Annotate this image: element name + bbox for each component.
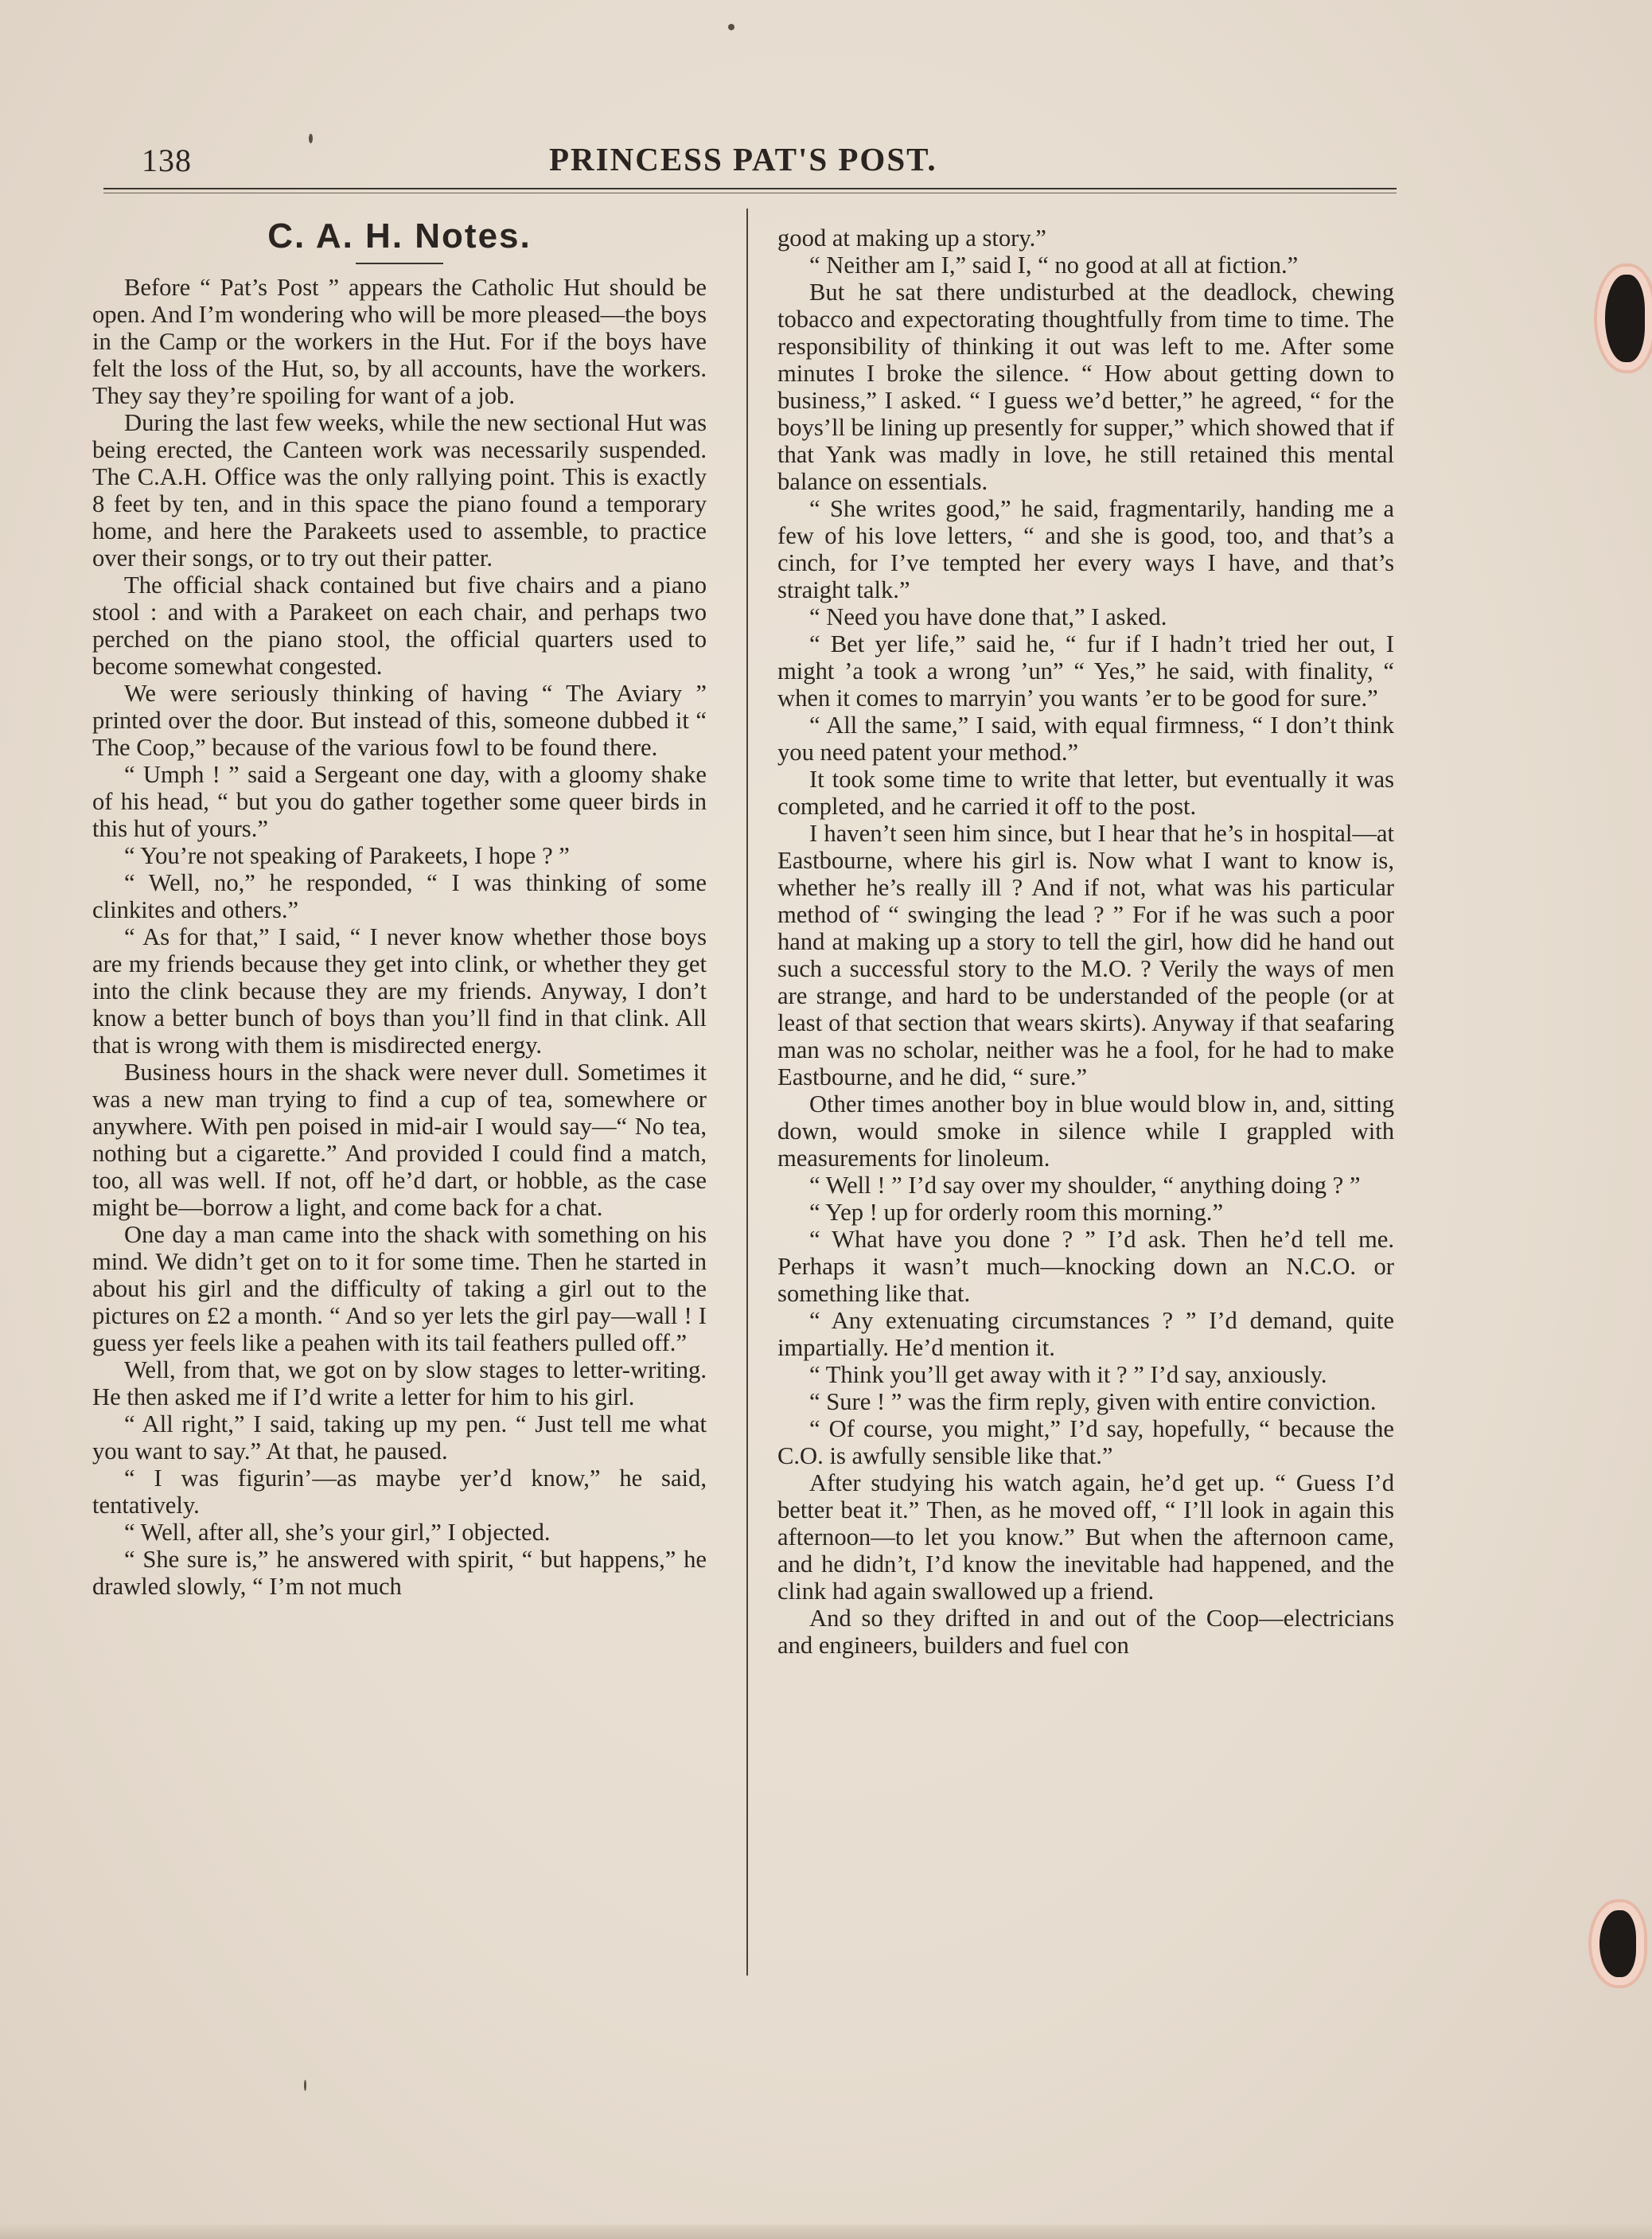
paragraph: “ All the same,” I said, with equal firmness, “ I don’t think you need patent your method.” — [777, 712, 1394, 766]
paragraph: After studying his watch again, he’d get up. “ Guess I’d better beat it.” Then, as he moved off, “ I’ll look in again this afternoon—to let you know.” But when the afternoon came, and he didn’t, I’d know the inevitable had happened, and the clink had again swallowed up a friend. — [777, 1469, 1394, 1605]
right-column — [777, 224, 1394, 1659]
paragraph: “ Bet yer life,” said he, “ fur if I hadn’t tried her out, I might ’a took a wrong ’un” “ Yes,” he said, with finality, “ when it comes to marryin’ you wants ’er to be good for sure.” — [777, 630, 1394, 712]
column-divider — [746, 209, 748, 1976]
paragraph: “ What have you done ? ” I’d ask. Then he’d tell me. Perhaps it wasn’t much—knocking down an N.C.O. or something like that. — [777, 1226, 1394, 1307]
running-title: PRINCESS PAT'S POST. — [549, 141, 937, 177]
paragraph: “ Well, no,” he responded, “ I was thinking of some clinkites and others.” — [92, 869, 707, 923]
page-number: 138 — [142, 142, 192, 178]
paragraph: “ Sure ! ” was the firm reply, given with entire conviction. — [809, 1388, 1377, 1415]
binding-hole-bottom — [1599, 1910, 1636, 1977]
paragraph: “ As for that,” I said, “ I never know whether those boys are my friends because they get into clink, or whether they get into the clink because they are my friends. Anyway, I don’t know a better bunch of boys than you’ll find in that clink. All that is wrong with them is misdirected energy. — [92, 923, 707, 1059]
paragraph: “ Any extenuating circumstances ? ” I’d demand, quite impartially. He’d mention it. — [777, 1307, 1394, 1361]
paragraph: It took some time to write that letter, but eventually it was completed, and he carried it off to the post. — [777, 766, 1394, 820]
paragraph: Before “ Pat’s Post ” appears the Catholic Hut should be open. And I’m wondering who will be more pleased—the boys in the Camp or the workers in the Hut. For if the boys have felt the loss of the Hut, so, by all accounts, have the workers. They say they’re spoiling for want of a job. — [92, 274, 707, 409]
paragraph: Business hours in the shack were never dull. Sometimes it was a new man trying to find a cup of tea, somewhere or anywhere. With pen poised in mid-air I would say—“ No tea, nothing but a cigarette.” And provided I could find a match, too, all was well. If not, off he’d dart, or hobble, as the case might be—borrow a light, and come back for a chat. — [92, 1059, 707, 1221]
paragraph: “ Neither am I,” said I, “ no good at all at fiction.” — [809, 252, 1299, 279]
paragraph: “ Think you’ll get away with it ? ” I’d say, anxiously. — [809, 1361, 1327, 1388]
binding-hole-top — [1605, 275, 1645, 362]
title-rule — [356, 263, 443, 264]
paragraph: “ Umph ! ” said a Sergeant one day, with a gloomy shake of his head, “ but you do gather together some queer birds in this hut of yours.” — [92, 761, 707, 842]
paragraph: And so they drifted in and out of the Coop—electricians and engineers, builders and fuel con — [777, 1605, 1394, 1659]
page-header — [103, 135, 1393, 191]
paragraph: “ You’re not speaking of Parakeets, I hope ? ” — [124, 842, 570, 869]
paper-speck — [309, 134, 313, 143]
paragraph: During the last few weeks, while the new sectional Hut was being erected, the Canteen work was necessarily suspended. The C.A.H. Office was the only rallying point. This is exactly 8 feet by ten, and in this space the piano found a temporary home, and here the Parakeets used to assemble, to practice over their songs, or to try out their patter. — [92, 409, 707, 571]
paragraph: “ Of course, you might,” I’d say, hopefully, “ because the C.O. is awfully sensible like that.” — [777, 1415, 1394, 1469]
paragraph: One day a man came into the shack with something on his mind. We didn’t get on to it for some time. Then he started in about his girl and the difficulty of taking a girl out to the pictures on £2 a month. “ And so yer lets the girl pay—wall ! I guess yer feels like a peahen with its tail feathers pulled off.” — [92, 1221, 707, 1356]
page-bottom-edge — [0, 2225, 1652, 2239]
paragraph: good at making up a story.” — [777, 224, 1046, 252]
paragraph: “ I was figurin’—as maybe yer’d know,” he said, tentatively. — [92, 1465, 707, 1519]
paragraph: We were seriously thinking of having “ The Aviary ” printed over the door. But instead of this, someone dubbed it “ The Coop,” because of the various fowl to be found there. — [92, 680, 707, 761]
paragraph: “ All right,” I said, taking up my pen. “ Just tell me what you want to say.” At that, he paused. — [92, 1410, 707, 1465]
paragraph: “ Well, after all, she’s your girl,” I objected. — [124, 1519, 551, 1546]
article-title: C. A. H. Notes. — [267, 216, 532, 255]
paragraph: “ Yep ! up for orderly room this morning.” — [809, 1199, 1224, 1226]
paragraph: “ Need you have done that,” I asked. — [809, 603, 1167, 630]
paragraph: Other times another boy in blue would blow in, and, sitting down, would smoke in silence while I grappled with measurements for linoleum. — [777, 1090, 1394, 1172]
paper-speck — [728, 24, 734, 30]
paragraph: I haven’t seen him since, but I hear that he’s in hospital—at Eastbourne, where his girl is. Now what I want to know is, whether he’s really ill ? And if not, what was his particular method of “ swinging the lead ? ” For if he was such a poor hand at making up a story to tell the girl, how did he hand out such a successful story to the M.O. ? Verily the ways of men are strange, and hard to be understanded of the people (or at least of that section that wears skirts). Anyway if that seafaring man was no scholar, neither was he a fool, for he had to make Eastbourne, and he did, “ sure.” — [777, 820, 1394, 1090]
paper-speck — [304, 2080, 306, 2091]
header-rule — [103, 188, 1397, 193]
paragraph: Well, from that, we got on by slow stages to letter-writing. He then asked me if I’d write a letter for him to his girl. — [92, 1356, 707, 1410]
paragraph: “ Well ! ” I’d say over my shoulder, “ anything doing ? ” — [809, 1172, 1361, 1199]
paragraph: The official shack contained but five chairs and a piano stool : and with a Parakeet on each chair, and perhaps two perched on the piano stool, the official quarters used to become somewhat congested. — [92, 571, 707, 680]
paragraph: “ She writes good,” he said, fragmentarily, handing me a few of his love letters, “ and she is good, too, and that’s a cinch, for I’ve tempted her every ways I have, and that’s straight talk.” — [777, 495, 1394, 603]
left-column — [92, 216, 707, 1600]
paragraph: “ She sure is,” he answered with spirit, “ but happens,” he drawled slowly, “ I’m not much — [92, 1546, 707, 1600]
paragraph: But he sat there undisturbed at the deadlock, chewing tobacco and expectorating thoughtfully from time to time. The responsibility of thinking it out was left to me. After some minutes I broke the silence. “ How about getting down to business,” I asked. “ I guess we’d better,” he agreed, “ for the boys’ll be lining up presently for supper,” which showed that if that Yank was madly in love, he still retained this mental balance on essentials. — [777, 279, 1394, 495]
